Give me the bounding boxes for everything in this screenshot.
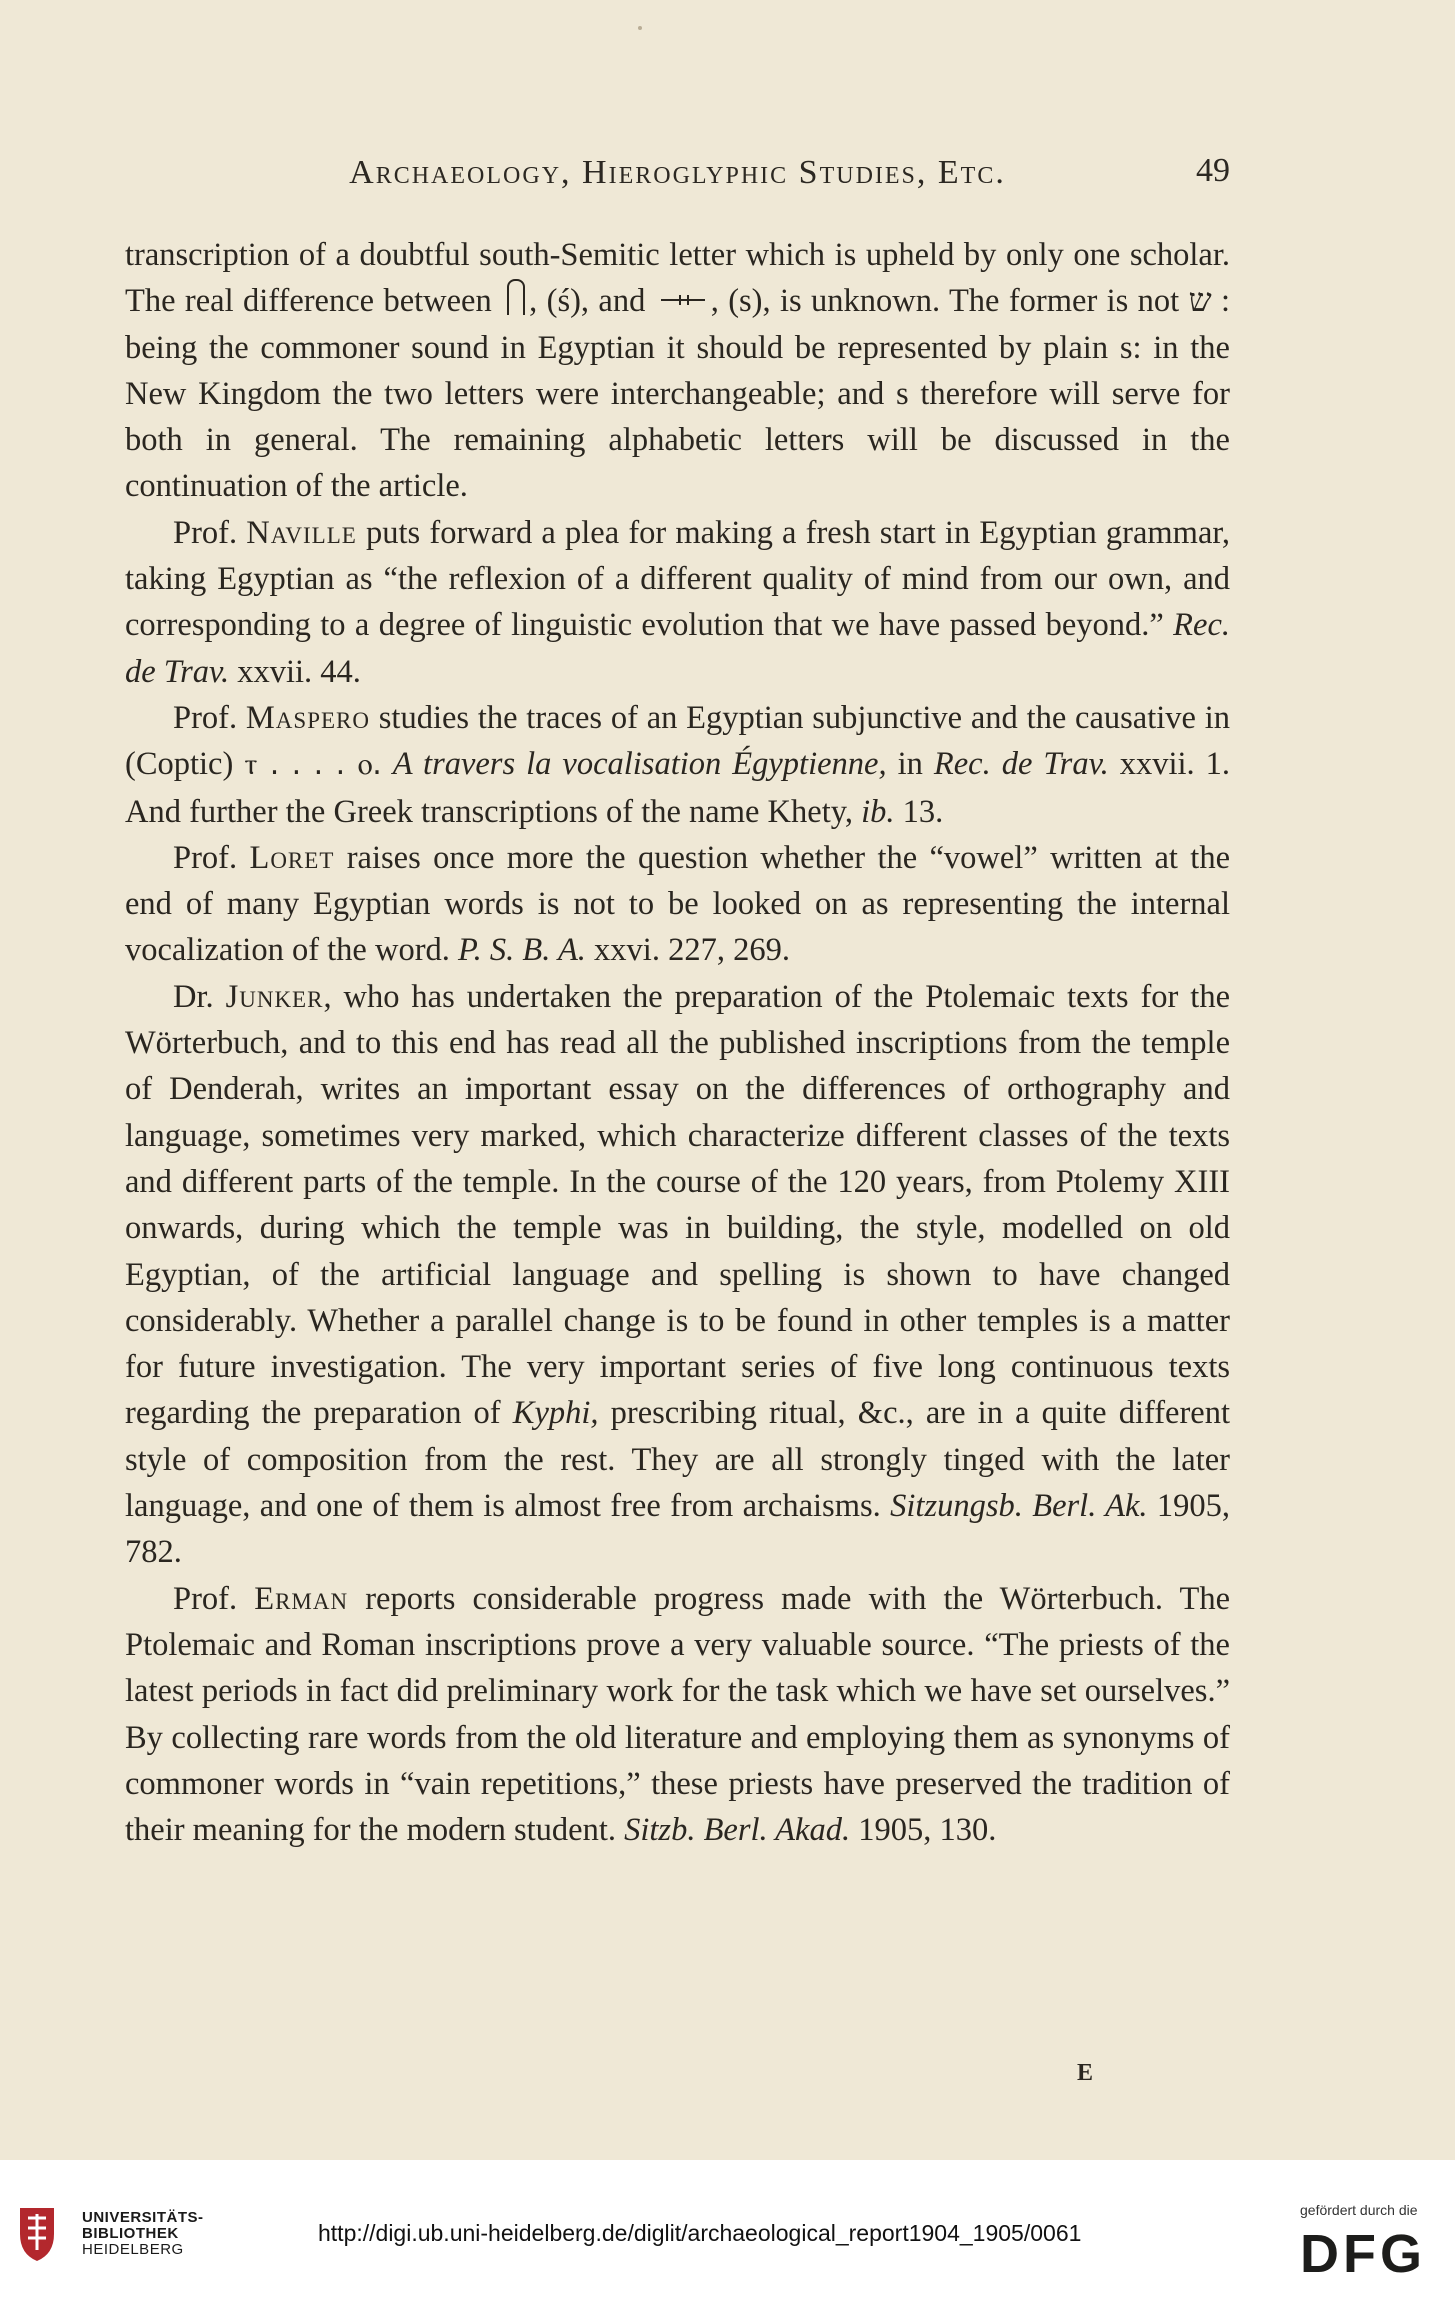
citation: Rec. de Trav. (933, 746, 1109, 783)
ibid: ib. (861, 793, 895, 830)
author-name: Maspero (245, 699, 370, 736)
library-line: HEIDELBERG (82, 2241, 184, 2258)
text-run: 1905, 782. (125, 1488, 1231, 1571)
text-run: xxvii. 44. (237, 653, 361, 690)
coptic-text: ⲧ . . . . ⲟ. (244, 747, 382, 783)
funded-by-label: gefördert durch die (1300, 2202, 1418, 2218)
permalink-url[interactable]: http://digi.ub.uni-heidelberg.de/diglit/archaeological_report1904_1905/0061 (318, 2220, 1082, 2246)
author-name: Junker (225, 978, 324, 1015)
citation: Rec. de Trav. (125, 607, 1230, 690)
text-run: studies the traces of an Egyptian subjunctive and the causative in (Coptic) (125, 699, 1231, 783)
citation: Sitzungsb. Berl. Ak. (890, 1488, 1148, 1525)
text-run: prescribing ritual, &c., are in a quite different style of composition from the rest. They are all strongly tinged with the later language, and one of them is almost free from archaisms. (125, 1395, 1230, 1525)
text-run: 1905, 130. (858, 1812, 997, 1849)
library-line: BIBLIOTHEK (82, 2225, 179, 2242)
university-seal-icon (14, 2204, 60, 2264)
running-title: Archaeology, Hieroglyphic Studies, Etc. (349, 154, 1006, 191)
text-run: , (s), is unknown. The former is not (710, 283, 1180, 320)
body-text (125, 232, 1230, 1853)
dfg-logo (1298, 2222, 1438, 2282)
paragraph-erman (125, 1576, 1230, 1854)
reed-hieroglyph-icon (507, 279, 525, 315)
paragraph-1 (125, 232, 1230, 510)
text-run: , who has undertaken the preparation of the Ptolemaic texts for the Wörterbuch, and to this end has read all the published inscriptions from the temple of Denderah, writes an important essay on the differences of orthography and language, sometimes very marked, which characterize different classes of the texts and different parts of the temple. In the course of the 120 years, from Ptolemy XIII onwards, during which the temple was in building, the style, modelled on old Egyptian, of the artificial language and spelling is shown to have changed considerably. Whether a parallel change is to be found in other temples is a matter for future investigation. The very important series of five long continuous texts regarding the preparation of (125, 978, 1231, 1432)
text-run: transcription of a doubtful south-Semitic letter which is upheld by only one scholar. The real difference between (125, 237, 1230, 320)
library-line: UNIVERSITÄTS- (82, 2209, 204, 2226)
citation: Sitzb. Berl. Akad. (624, 1812, 851, 1849)
author-name: Naville (246, 514, 357, 551)
paragraph-maspero (125, 695, 1230, 835)
text-run: Prof. (173, 514, 238, 551)
text-run: Prof. (173, 1580, 238, 1617)
kyphi-term: Kyphi, (512, 1395, 599, 1432)
page-number: 49 (1196, 152, 1230, 189)
dfg-logo-text: DFG (1300, 2224, 1426, 2282)
text-run: xxvi. 227, 269. (594, 932, 790, 969)
hebrew-letter: ש (1188, 283, 1212, 320)
text-run: in (897, 746, 923, 783)
text-run: : being the commoner sound in Egyptian it should be represented by plain s: in the New Kingdom the two letters were interchangeable; and s therefore will serve for both in general. The remaining alphabetic letters will be discussed in the continuation of the article. (125, 283, 1231, 505)
signature-mark: E (1077, 2060, 1094, 2086)
library-name (82, 2210, 204, 2258)
text-run: Prof. (173, 839, 238, 876)
bolt-hieroglyph-icon (661, 299, 705, 301)
paragraph-naville (125, 510, 1230, 695)
text-run: xxvii. 1. And further the Greek transcriptions of the name Khety, (125, 746, 1231, 830)
text-run: Prof. (173, 699, 238, 736)
text-run: Dr. (173, 978, 214, 1015)
running-head (125, 150, 1230, 200)
text-run: 13. (902, 793, 944, 830)
text-run: puts forward a plea for making a fresh start in Egyptian grammar, taking Egyptian as “the reflexion of a different quality of mind from our own, and corresponding to a degree of linguistic evolution that we have passed beyond.” (125, 514, 1231, 644)
text-run: , (ś), and (529, 283, 646, 320)
text-run: reports considerable progress made with the Wörterbuch. The Ptolemaic and Roman inscriptions prove a very valuable source. “The priests of the latest periods in fact did preliminary work for the task which we have set ourselves.” By collecting rare words from the old literature and employing them as synonyms of commoner words in “vain repetitions,” these priests have preserved the tradition of their meaning for the modern student. (125, 1580, 1231, 1849)
digitization-footer (0, 2160, 1455, 2300)
paragraph-loret (125, 835, 1230, 974)
author-name: Erman (254, 1580, 349, 1617)
citation: P. S. B. A. (458, 932, 586, 969)
article-title: A travers la vocalisation Égyptienne, (392, 746, 887, 783)
paragraph-junker (125, 974, 1230, 1576)
paper-speck (638, 26, 642, 30)
author-name: Loret (249, 839, 335, 876)
text-run: raises once more the question whether the “vowel” written at the end of many Egyptian words is not to be looked on as representing the internal vocalization of the word. (125, 839, 1231, 969)
